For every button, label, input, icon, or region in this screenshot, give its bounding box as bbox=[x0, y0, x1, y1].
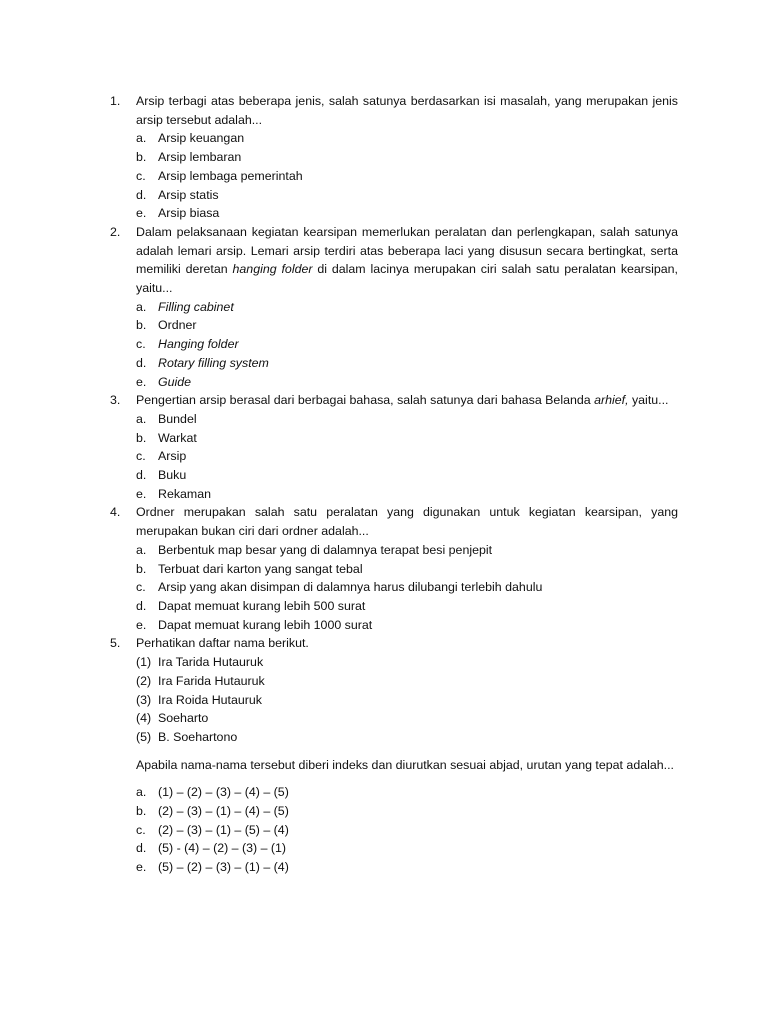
option-text: Hanging folder bbox=[158, 337, 239, 352]
name-text: Ira Tarida Hutauruk bbox=[158, 655, 264, 670]
option-e bbox=[136, 485, 678, 504]
option-a bbox=[136, 410, 678, 429]
option-letter: e. bbox=[136, 860, 147, 875]
option-text: Rekaman bbox=[158, 486, 212, 501]
option-a bbox=[136, 298, 678, 317]
option-letter: b. bbox=[136, 804, 147, 819]
option-text: Bundel bbox=[158, 411, 197, 426]
name-number: (4) bbox=[136, 711, 152, 726]
question-stem: Ordner merupakan salah satu peralatan yang digunakan untuk kegiatan kearsipan, yang merupakan bukan ciri dari ordner adalah... bbox=[136, 505, 678, 539]
question-3 bbox=[110, 391, 678, 503]
name-number: (3) bbox=[136, 692, 152, 707]
stem-italic-term: hanging folder bbox=[232, 262, 313, 277]
question-stem: Arsip terbagi atas beberapa jenis, salah satunya berdasarkan isi masalah, yang merupakan jenis arsip tersebut adalah... bbox=[136, 94, 678, 127]
option-text: Rotary filling system bbox=[158, 355, 269, 370]
option-letter: a. bbox=[136, 785, 147, 800]
option-letter: c. bbox=[136, 580, 146, 595]
option-letter: c. bbox=[136, 168, 146, 183]
question-number: 5. bbox=[110, 636, 121, 651]
option-letter: c. bbox=[136, 449, 146, 464]
option-a bbox=[136, 541, 678, 560]
name-number: (1) bbox=[136, 655, 152, 670]
option-e bbox=[136, 858, 678, 877]
option-text: Arsip lembaga pemerintah bbox=[158, 168, 303, 183]
question-5 bbox=[110, 634, 678, 876]
option-b bbox=[136, 802, 678, 821]
option-d bbox=[136, 597, 678, 616]
option-text: Filling cabinet bbox=[158, 299, 234, 314]
option-c bbox=[136, 335, 678, 354]
option-c bbox=[136, 578, 678, 597]
option-letter: b. bbox=[136, 318, 147, 333]
question-4 bbox=[110, 503, 678, 634]
question-stem: Perhatikan daftar nama berikut. bbox=[136, 636, 309, 651]
question-number: 1. bbox=[110, 94, 121, 108]
name-list-item bbox=[136, 672, 678, 691]
option-a bbox=[136, 783, 678, 802]
option-e bbox=[136, 204, 678, 223]
option-letter: b. bbox=[136, 150, 147, 165]
option-letter: a. bbox=[136, 411, 147, 426]
option-text: Ordner bbox=[158, 318, 197, 333]
option-a bbox=[136, 129, 678, 148]
name-list-item bbox=[136, 653, 678, 672]
option-letter: b. bbox=[136, 561, 147, 576]
option-letter: e. bbox=[136, 486, 147, 501]
question-stem bbox=[136, 223, 678, 298]
option-letter: d. bbox=[136, 598, 147, 613]
option-text: Buku bbox=[158, 468, 187, 483]
stem-italic-term: arhief, bbox=[594, 393, 629, 408]
option-text: Terbuat dari karton yang sangat tebal bbox=[158, 561, 363, 576]
option-letter: e. bbox=[136, 206, 147, 221]
option-letter: e. bbox=[136, 617, 147, 632]
option-text: (1) – (2) – (3) – (4) – (5) bbox=[158, 785, 289, 800]
option-text: Arsip bbox=[158, 449, 187, 464]
question-paragraph: Apabila nama-nama tersebut diberi indeks dan diurutkan sesuai abjad, urutan yang tepat adalah... bbox=[136, 757, 674, 772]
option-c bbox=[136, 821, 678, 840]
option-d bbox=[136, 466, 678, 485]
option-letter: a. bbox=[136, 131, 147, 146]
option-letter: d. bbox=[136, 841, 147, 856]
question-number: 3. bbox=[110, 393, 121, 408]
option-c bbox=[136, 167, 678, 186]
stem-text: Dalam pelaksanaan kegiatan kearsipan memerlukan peralatan dan perlengkapan, salah satunya adalah lemari arsip. Lemari arsip terdiri atas beberapa laci yang disusun secara bertingkat, serta memiliki deretan bbox=[136, 224, 678, 277]
question-2 bbox=[110, 223, 678, 391]
option-letter: d. bbox=[136, 187, 147, 202]
name-text: Ira Roida Hutauruk bbox=[158, 692, 262, 707]
option-e bbox=[136, 373, 678, 392]
option-letter: d. bbox=[136, 468, 147, 483]
option-text: (5) - (4) – (2) – (3) – (1) bbox=[158, 841, 287, 856]
name-list-item bbox=[136, 691, 678, 710]
option-letter: a. bbox=[136, 299, 147, 314]
option-text: Dapat memuat kurang lebih 1000 surat bbox=[158, 617, 373, 632]
option-d bbox=[136, 186, 678, 205]
option-b bbox=[136, 560, 678, 579]
option-b bbox=[136, 429, 678, 448]
name-number: (2) bbox=[136, 673, 152, 688]
option-text: Arsip lembaran bbox=[158, 150, 242, 165]
option-text: Arsip yang akan disimpan di dalamnya harus dilubangi terlebih dahulu bbox=[158, 580, 543, 595]
name-list-item bbox=[136, 728, 678, 747]
name-list-item bbox=[136, 709, 678, 728]
option-text: Guide bbox=[158, 374, 192, 389]
option-letter: c. bbox=[136, 337, 146, 352]
option-b bbox=[136, 316, 678, 335]
option-text: Arsip biasa bbox=[158, 206, 220, 221]
question-1 bbox=[110, 92, 678, 223]
option-e bbox=[136, 616, 678, 635]
option-text: (2) – (3) – (1) – (5) – (4) bbox=[158, 822, 289, 837]
name-text: B. Soehartono bbox=[158, 729, 238, 744]
option-text: (2) – (3) – (1) – (4) – (5) bbox=[158, 804, 289, 819]
option-d bbox=[136, 354, 678, 373]
question-list bbox=[110, 92, 678, 877]
stem-text: di dalam lacinya merupakan ciri salah satu peralatan kearsipan, yaitu... bbox=[136, 262, 678, 296]
option-b bbox=[136, 148, 678, 167]
name-text: Soeharto bbox=[158, 711, 209, 726]
option-c bbox=[136, 447, 678, 466]
question-stem bbox=[136, 391, 678, 410]
option-letter: b. bbox=[136, 430, 147, 445]
name-number: (5) bbox=[136, 729, 152, 744]
option-letter: a. bbox=[136, 542, 147, 557]
option-text: Dapat memuat kurang lebih 500 surat bbox=[158, 598, 366, 613]
question-number: 4. bbox=[110, 505, 121, 520]
option-letter: d. bbox=[136, 355, 147, 370]
option-d bbox=[136, 839, 678, 858]
option-text: Warkat bbox=[158, 430, 197, 445]
name-text: Ira Farida Hutauruk bbox=[158, 673, 265, 688]
option-letter: c. bbox=[136, 822, 146, 837]
question-number: 2. bbox=[110, 224, 121, 239]
stem-text: yaitu... bbox=[628, 393, 669, 408]
option-text: Berbentuk map besar yang di dalamnya terapat besi penjepit bbox=[158, 542, 493, 557]
option-text: (5) – (2) – (3) – (1) – (4) bbox=[158, 860, 289, 875]
option-text: Arsip statis bbox=[158, 187, 219, 202]
stem-text: Pengertian arsip berasal dari berbagai bahasa, salah satunya dari bahasa Belanda bbox=[136, 393, 595, 408]
option-text: Arsip keuangan bbox=[158, 131, 245, 146]
option-letter: e. bbox=[136, 374, 147, 389]
